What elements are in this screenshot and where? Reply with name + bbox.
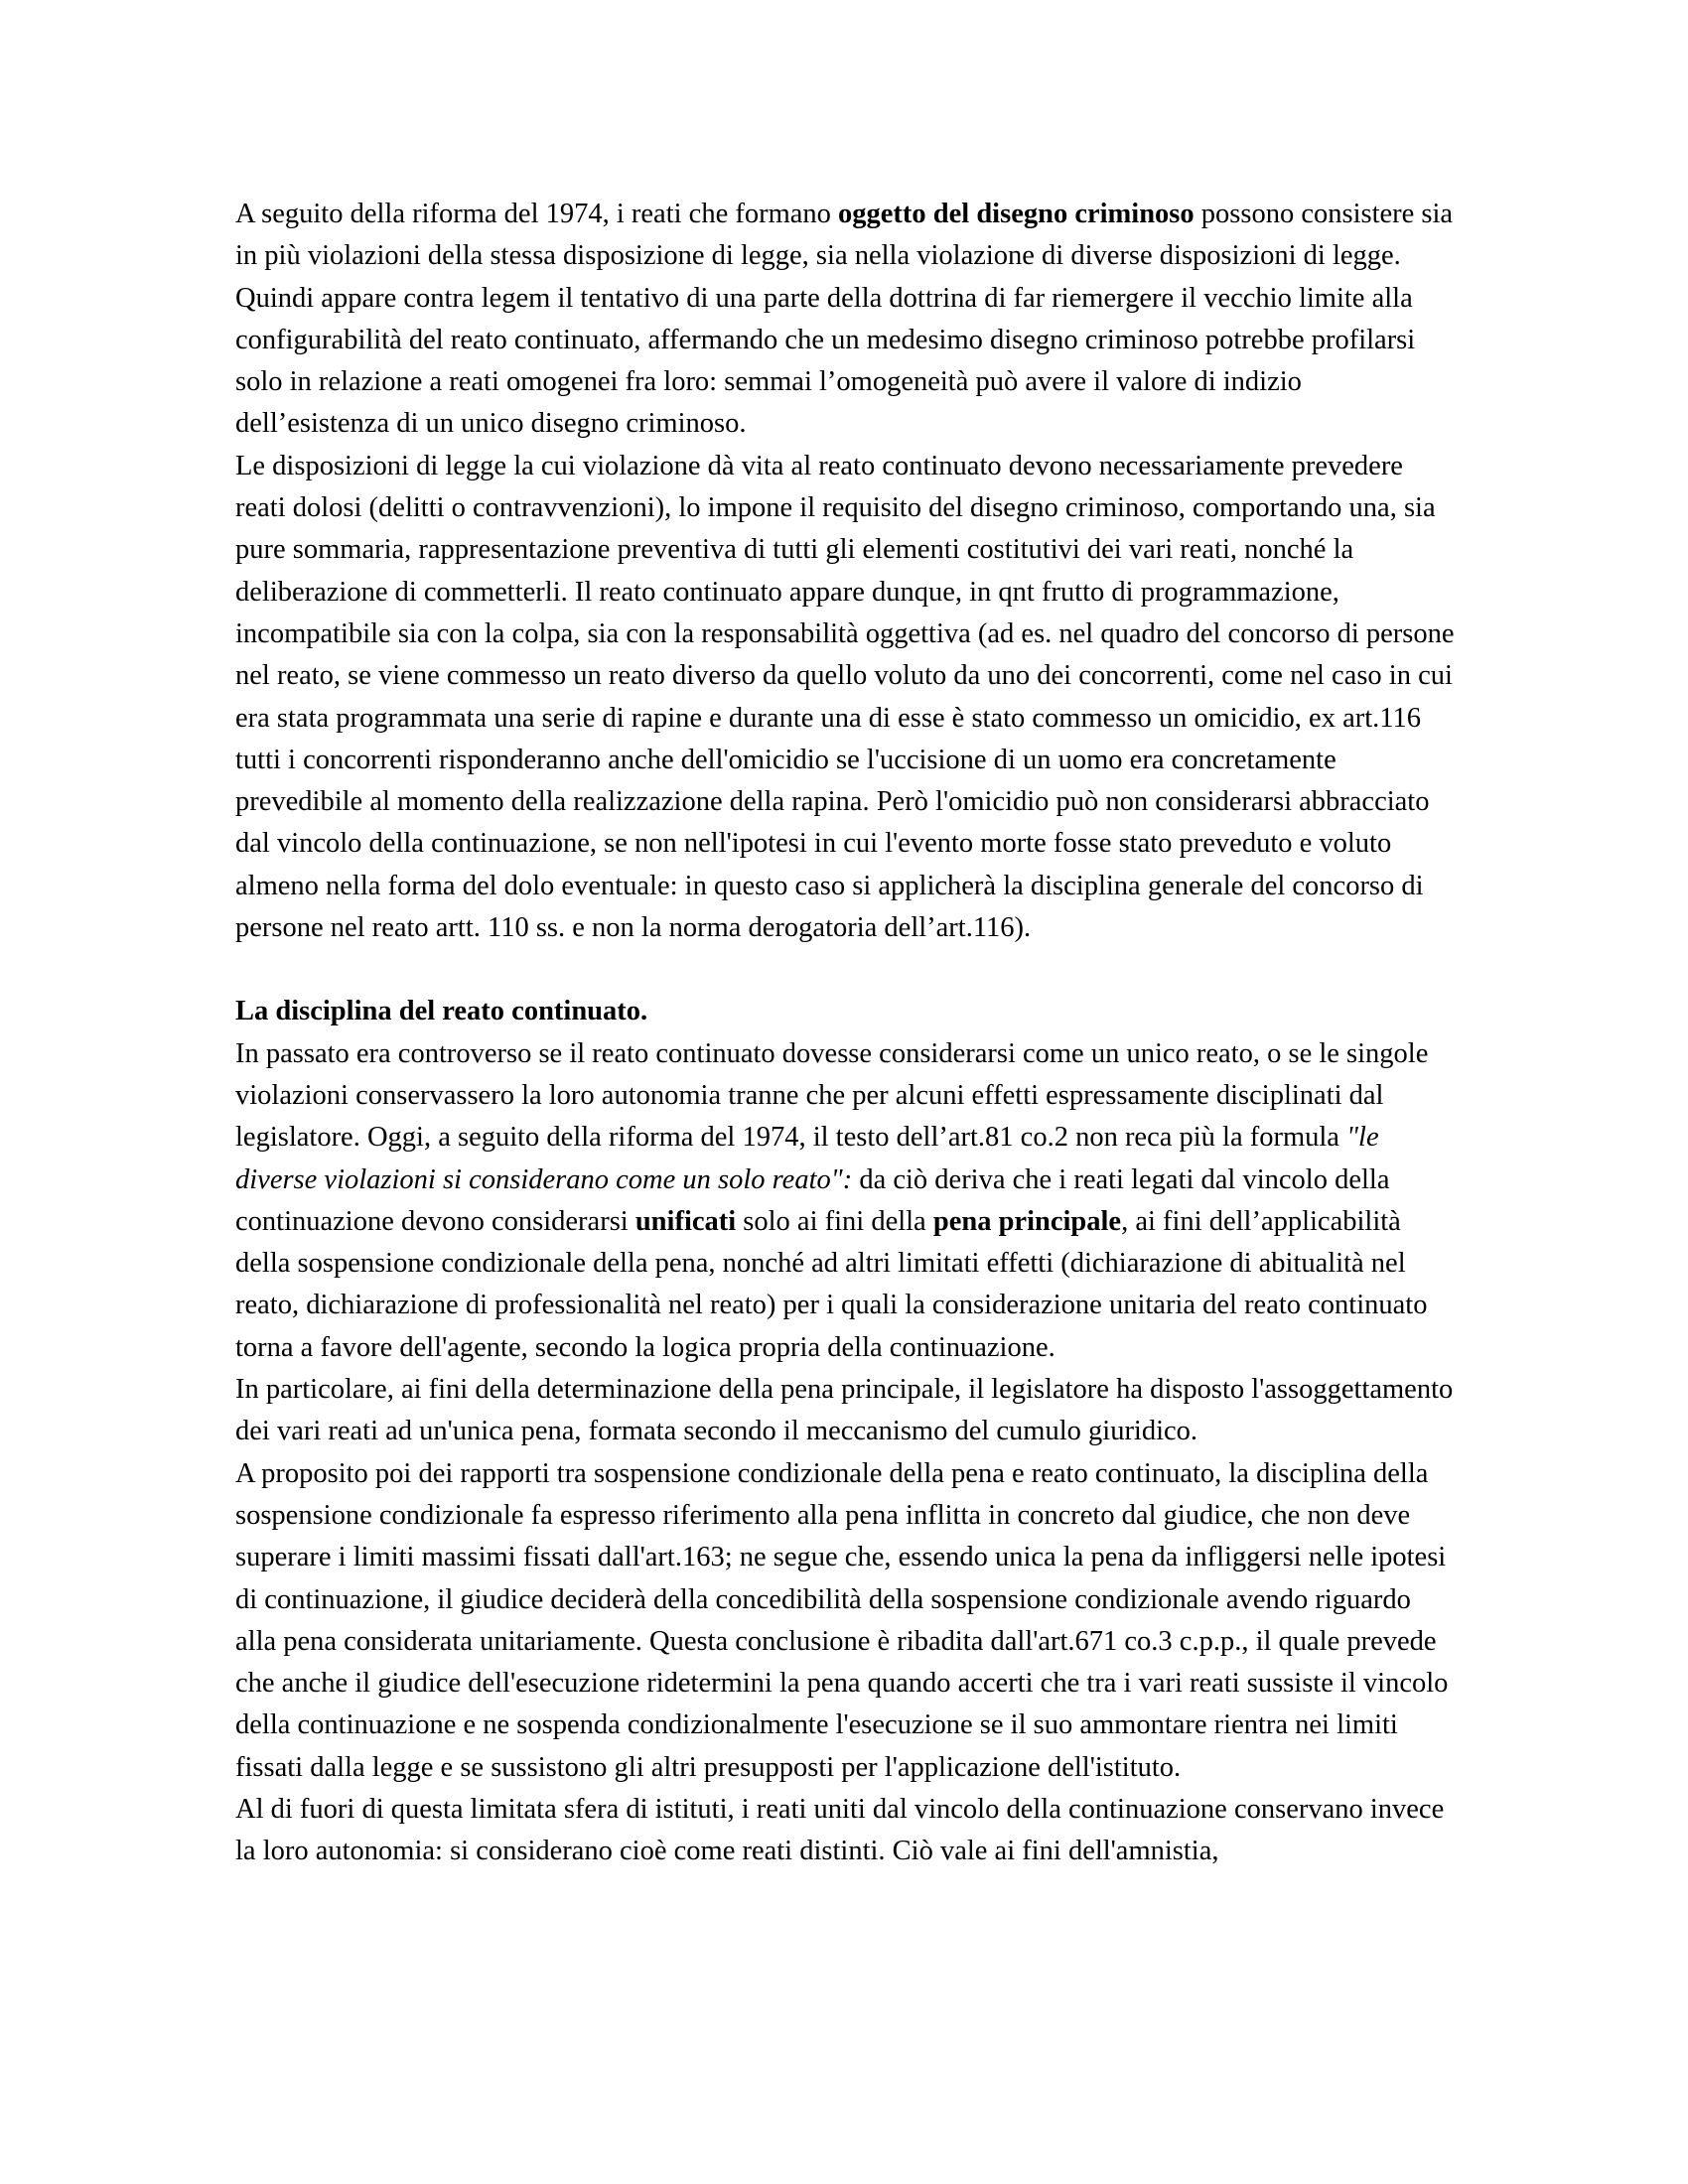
paragraph-3-text-d: , ai fini dell’applicabilità della sospensione condizionale della pena, nonché ad altri limitati effetti (dichiarazione di abitualità nel reato, dichiarazione di professionalità nel reato) per i quali la considerazione unitaria del reato continuato torna a favore dell'agente, secondo la logica propria della continuazione. (235, 1205, 1428, 1363)
paragraph-1 (235, 194, 1457, 446)
paragraph-3-text-b: da ciò deriva che i reati legati dal vincolo della continuazione devono considerarsi (235, 1163, 1390, 1237)
paragraph-6: Al di fuori di questa limitata sfera di istituti, i reati uniti dal vincolo della continuazione conservano invece la loro autonomia: si considerano cioè come reati distinti. Ciò vale ai fini dell'amnistia, (235, 1793, 1445, 1867)
bold-pena-principale: pena principale (932, 1205, 1122, 1237)
paragraph-1-text-a: A seguito della riforma del 1974, i reati che formano (235, 199, 839, 229)
italic-quote: "le diverse violazioni si considerano come un solo reato": (235, 1122, 1379, 1195)
paragraph-4: In particolare, ai fini della determinazione della pena principale, il legislatore ha disposto l'assoggettamento dei vari reati ad un'unica pena, formata secondo il meccanismo del cumulo giuridico. (235, 1374, 1454, 1447)
paragraph-3-text-a: In passato era controverso se il reato continuato dovesse considerarsi come un unico reato, o se le singole violazioni conservassero la loro autonomia tranne che per alcuni effetti espressamente disciplinati dal legislatore. Oggi, a seguito della riforma del 1974, il testo dell’art.81 co.2 non reca più la formula (235, 1037, 1429, 1154)
bold-oggetto-disegno-criminoso: oggetto del disegno criminoso (838, 199, 1195, 229)
paragraph-1-text-c: possono consistere sia in più violazioni della stessa disposizione di legge, sia nella violazione di diverse disposizioni di legge. Quindi appare contra legem il tentativo di una parte della dottrina di far riemergere il vecchio limite alla configurabilità del reato continuato, affermando che un medesimo disegno criminoso potrebbe profilarsi solo in relazione a reati omogenei fra loro: semmai l’omogeneità può avere il valore di indizio dell’esistenza di un unico disegno criminoso. (235, 199, 1454, 440)
paragraph-3-text-c: solo ai fini della (736, 1205, 933, 1237)
document-page (235, 194, 1457, 1873)
paragraph-3 (235, 1033, 1457, 1369)
section-heading: La disciplina del reato continuato. (235, 996, 648, 1027)
paragraph-5: A proposito poi dei rapporti tra sospensione condizionale della pena e reato continuato, la disciplina della sospensione condizionale fa espresso riferimento alla pena inflitta in concreto dal giudice, che non deve superare i limiti massimi fissati dall'art.163; ne segue che, essendo unica la pena da infliggersi nelle ipotesi di continuazione, il giudice deciderà della concedibilità della sospensione condizionale avendo riguardo alla pena considerata unitariamente. Questa conclusione è ribadita dall'art.671 co.3 c.p.p., il quale prevede che anche il giudice dell'esecuzione ridetermini la pena quando accerti che tra i vari reati sussiste il vincolo della continuazione e ne sospenda condizionalmente l'esecuzione se il suo ammontare rientra nei limiti fissati dalla legge e se sussistono gli altri presupposti per l'applicazione dell'istituto. (235, 1457, 1449, 1783)
paragraph-2: Le disposizioni di legge la cui violazione dà vita al reato continuato devono necessariamente prevedere reati dolosi (delitti o contravvenzioni), lo impone il requisito del disegno criminoso, comportando una, sia pure sommaria, rappresentazione preventiva di tutti gli elementi costitutivi dei vari reati, nonché la deliberazione di commetterli. Il reato continuato appare dunque, in qnt frutto di programmazione, incompatibile sia con la colpa, sia con la responsabilità oggettiva (ad es. nel quadro del concorso di persone nel reato, se viene commesso un reato diverso da quello voluto da uno dei concorrenti, come nel caso in cui era stata programmata una serie di rapine e durante una di esse è stato commesso un omicidio, ex art.116 tutti i concorrenti risponderanno anche dell'omicidio se l'uccisione di un uomo era concretamente prevedibile al momento della realizzazione della rapina. Però l'omicidio può non considerarsi abbracciato dal vincolo della continuazione, se non nell'ipotesi in cui l'evento morte fosse stato preveduto e voluto almeno nella forma del dolo eventuale: in questo caso si applicherà la disciplina generale del concorso di persone nel reato artt. 110 ss. e non la norma derogatoria dell’art.116). (235, 450, 1455, 944)
bold-unificati: unificati (634, 1205, 737, 1237)
